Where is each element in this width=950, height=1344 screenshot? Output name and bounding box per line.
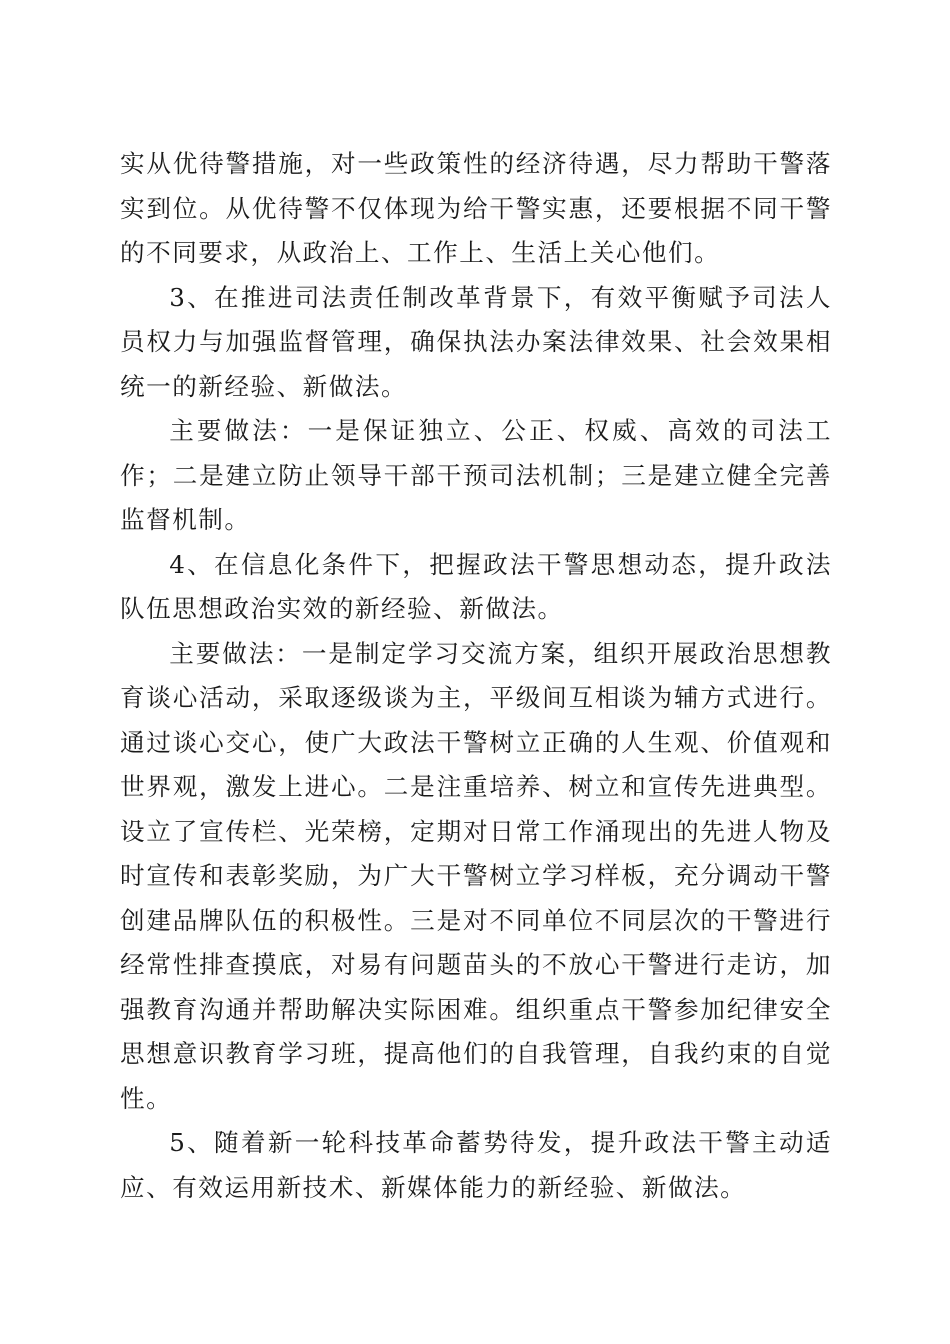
paragraph-item-3-methods: 主要做法：一是保证独立、公正、权威、高效的司法工作；二是建立防止领导干部干预司法机制；三是建立健全完善监督机制。 xyxy=(120,416,832,534)
paragraph-item-3-heading: 3、在推进司法责任制改革背景下，有效平衡赋予司法人员权力与加强监督管理，确保执法办案法律效果、社会效果相统一的新经验、新做法。 xyxy=(120,282,832,401)
document-body xyxy=(120,142,832,1210)
paragraph-item-5-heading: 5、随着新一轮科技革命蓄势待发，提升政法干警主动适应、有效运用新技术、新媒体能力的新经验、新做法。 xyxy=(120,1128,832,1202)
paragraph-item-4-methods: 主要做法：一是制定学习交流方案，组织开展政治思想教育谈心活动，采取逐级谈为主，平级间互相谈为辅方式进行。通过谈心交心，使广大政法干警树立正确的人生观、价值观和世界观，激发上进心。二是注重培养、树立和宣传先进典型。设立了宣传栏、光荣榜，定期对日常工作涌现出的先进人物及时宣传和表彰奖励，为广大干警树立学习样板，充分调动干警创建品牌队伍的积极性。三是对不同单位不同层次的干警进行经常性排查摸底，对易有问题苗头的不放心干警进行走访，加强教育沟通并帮助解决实际困难。组织重点干警参加纪律安全思想意识教育学习班，提高他们的自我管理，自我约束的自觉性。 xyxy=(120,638,832,1113)
paragraph-item-4-heading: 4、在信息化条件下，把握政法干警思想动态，提升政法队伍思想政治实效的新经验、新做法。 xyxy=(120,549,832,623)
paragraph-continuation: 实从优待警措施，对一些政策性的经济待遇，尽力帮助干警落实到位。从优待警不仅体现为给干警实惠，还要根据不同干警的不同要求，从政治上、工作上、生活上关心他们。 xyxy=(120,149,832,267)
